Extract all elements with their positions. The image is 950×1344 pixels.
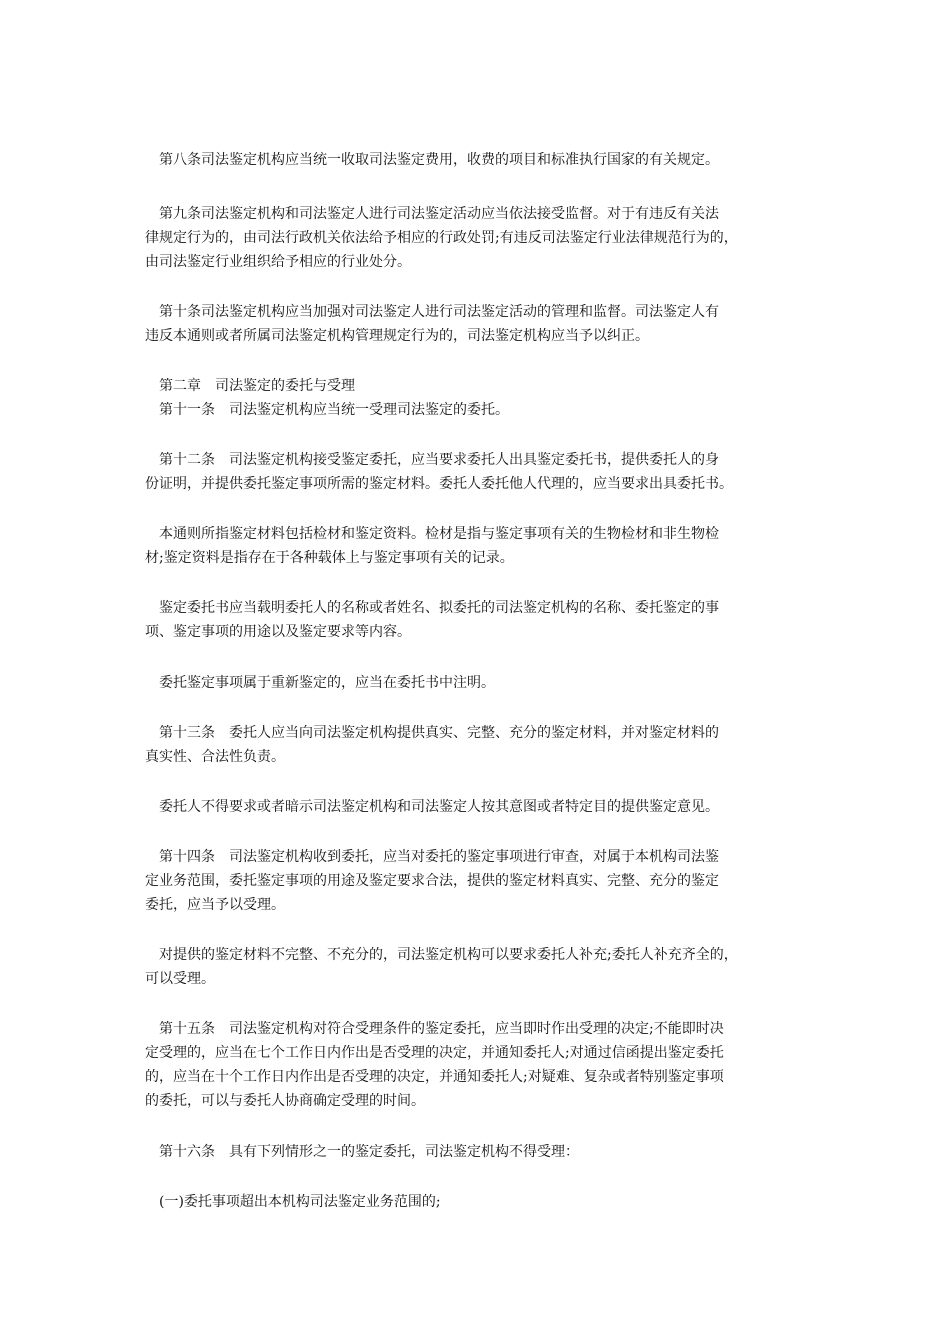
text-line: 由司法鉴定行业组织给予相应的行业处分。 — [145, 254, 411, 270]
text-line: 第十一条 司法鉴定机构应当统一受理司法鉴定的委托。 — [145, 402, 509, 418]
text-line: (一)委托事项超出本机构司法鉴定业务范围的; — [145, 1194, 441, 1210]
text-line: 委托鉴定事项属于重新鉴定的，应当在委托书中注明。 — [145, 675, 495, 691]
text-line: 违反本通则或者所属司法鉴定机构管理规定行为的，司法鉴定机构应当予以纠正。 — [145, 328, 649, 344]
text-line: 可以受理。 — [145, 971, 215, 987]
text-line: 定业务范围，委托鉴定事项的用途及鉴定要求合法，提供的鉴定材料真实、完整、充分的鉴定 — [145, 873, 719, 889]
text-line: 的委托，可以与委托人协商确定受理的时间。 — [145, 1093, 425, 1109]
text-line: 的，应当在十个工作日内作出是否受理的决定，并通知委托人;对疑难、复杂或者特别鉴定事项 — [145, 1069, 724, 1085]
text-line: 第八条司法鉴定机构应当统一收取司法鉴定费用，收费的项目和标准执行国家的有关规定。 — [145, 152, 719, 168]
text-line: 第十三条 委托人应当向司法鉴定机构提供真实、完整、充分的鉴定材料，并对鉴定材料的 — [145, 725, 719, 741]
text-line: 委托人不得要求或者暗示司法鉴定机构和司法鉴定人按其意图或者特定目的提供鉴定意见。 — [145, 799, 719, 815]
text-line: 鉴定委托书应当载明委托人的名称或者姓名、拟委托的司法鉴定机构的名称、委托鉴定的事 — [145, 600, 719, 616]
text-line: 第十六条 具有下列情形之一的鉴定委托，司法鉴定机构不得受理： — [145, 1144, 579, 1160]
text-line: 委托，应当予以受理。 — [145, 897, 285, 913]
text-line: 第十条司法鉴定机构应当加强对司法鉴定人进行司法鉴定活动的管理和监督。司法鉴定人有 — [145, 304, 719, 320]
text-line: 材;鉴定资料是指存在于各种载体上与鉴定事项有关的记录。 — [145, 550, 514, 566]
text-line: 第九条司法鉴定机构和司法鉴定人进行司法鉴定活动应当依法接受监督。对于有违反有关法 — [145, 206, 719, 222]
text-line: 对提供的鉴定材料不完整、不充分的，司法鉴定机构可以要求委托人补充;委托人补充齐全的， — [145, 947, 738, 963]
text-line: 第十四条 司法鉴定机构收到委托，应当对委托的鉴定事项进行审查，对属于本机构司法鉴 — [145, 849, 719, 865]
text-line: 份证明，并提供委托鉴定事项所需的鉴定材料。委托人委托他人代理的，应当要求出具委托书。 — [145, 476, 733, 492]
chapter-heading: 第二章 司法鉴定的委托与受理 — [145, 378, 355, 394]
text-line: 真实性、合法性负责。 — [145, 749, 285, 765]
text-line: 本通则所指鉴定材料包括检材和鉴定资料。检材是指与鉴定事项有关的生物检材和非生物检 — [145, 526, 719, 542]
text-line: 第十五条 司法鉴定机构对符合受理条件的鉴定委托，应当即时作出受理的决定;不能即时决 — [145, 1021, 724, 1037]
text-line: 项、鉴定事项的用途以及鉴定要求等内容。 — [145, 624, 411, 640]
text-line: 律规定行为的，由司法行政机关依法给予相应的行政处罚;有违反司法鉴定行业法律规范行为的， — [145, 230, 738, 246]
text-line: 第十二条 司法鉴定机构接受鉴定委托，应当要求委托人出具鉴定委托书，提供委托人的身 — [145, 452, 719, 468]
text-line: 定受理的，应当在七个工作日内作出是否受理的决定，并通知委托人;对通过信函提出鉴定委托 — [145, 1045, 724, 1061]
